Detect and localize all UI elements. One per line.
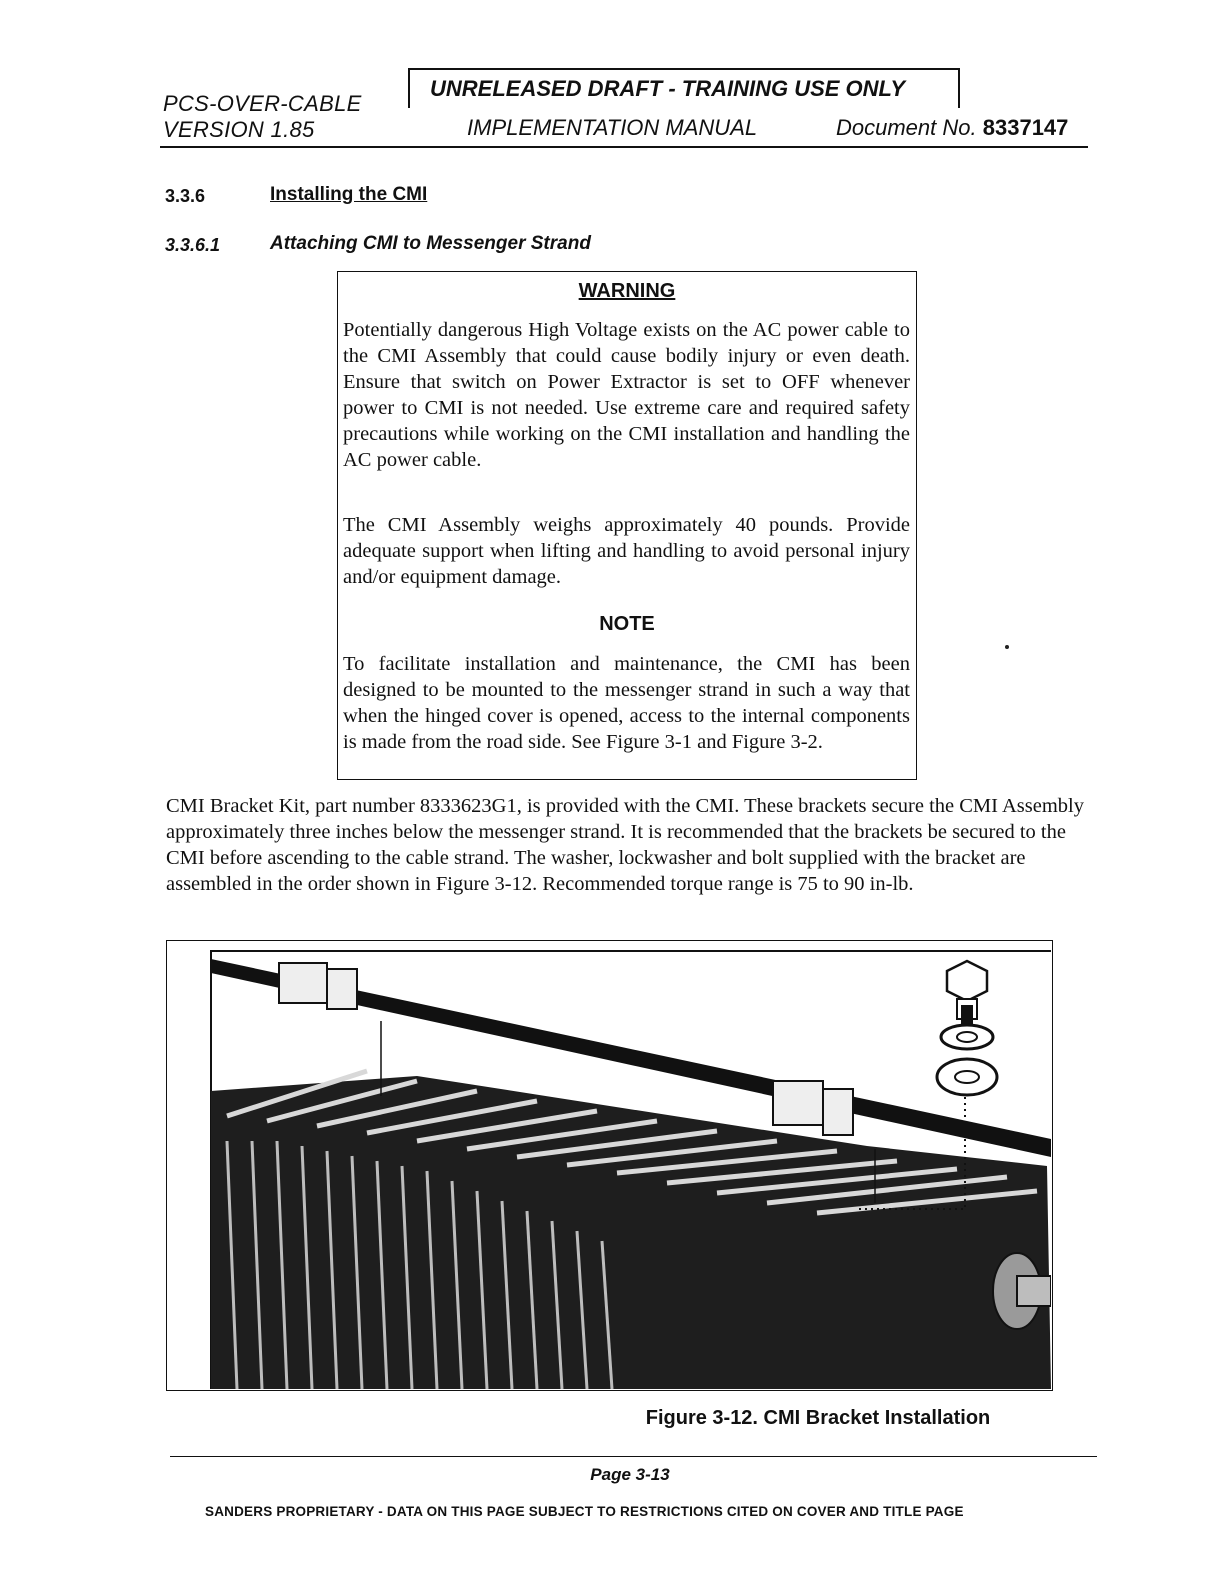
section-number: 3.3.6 <box>165 186 206 206</box>
header-divider <box>160 146 1088 148</box>
draft-banner: UNRELEASED DRAFT - TRAINING USE ONLY <box>430 76 906 101</box>
document-number-value: 8337147 <box>982 115 1069 140</box>
warning-paragraph: Potentially dangerous High Voltage exists on the AC power cable to the CMI Assembly that could cause bodily injury or even death. Ensure that switch on Power Extractor is set to OFF whenever power to CMI is not needed. Use extreme care and required safety precautions while working on the CMI installation and handling the AC power cable. <box>343 319 910 471</box>
version-label: VERSION 1.85 <box>163 117 315 142</box>
page-number: Page 3-13 <box>590 1465 670 1484</box>
bracket-installation-illustration <box>167 941 1051 1389</box>
subsection-number: 3.3.6.1 <box>165 235 221 255</box>
warning-heading: WARNING <box>578 280 676 302</box>
scan-speck <box>1005 645 1009 649</box>
document-number-label: Document No. <box>836 115 977 140</box>
body-paragraph: CMI Bracket Kit, part number 8333623G1, is provided with the CMI. These brackets secure the CMI Assembly approximately three inches below the messenger strand. It is recommended that the brackets be secured to the CMI before ascending to the cable strand. The washer, lockwasher and bolt supplied with the bracket are assembled in the order shown in Figure 3-12. Recommended torque range is 75 to 90 in-lb. <box>166 795 1084 895</box>
figure-caption: Figure 3-12. CMI Bracket Installation <box>645 1407 991 1429</box>
manual-title: IMPLEMENTATION MANUAL <box>467 115 758 140</box>
figure-frame <box>166 940 1053 1391</box>
note-heading: NOTE <box>599 613 655 635</box>
note-text: To facilitate installation and maintenance, the CMI has been designed to be mounted to the messenger strand in such a way that when the hinged cover is opened, access to the internal components is made from the road side. See Figure 3-1 and Figure 3-2. <box>343 653 910 753</box>
section-title: Installing the CMI <box>270 184 428 205</box>
document-number <box>836 115 1068 141</box>
product-name: PCS-OVER-CABLE <box>163 91 362 116</box>
footer-divider <box>170 1456 1097 1457</box>
subsection-title: Attaching CMI to Messenger Strand <box>270 233 591 254</box>
proprietary-notice: SANDERS PROPRIETARY - DATA ON THIS PAGE SUBJECT TO RESTRICTIONS CITED ON COVER AND TITLE PAGE <box>205 1504 964 1519</box>
warning-paragraph: The CMI Assembly weighs approximately 40 pounds. Provide adequate support when lifting and handling to avoid personal injury and/or equipment damage. <box>343 514 910 588</box>
